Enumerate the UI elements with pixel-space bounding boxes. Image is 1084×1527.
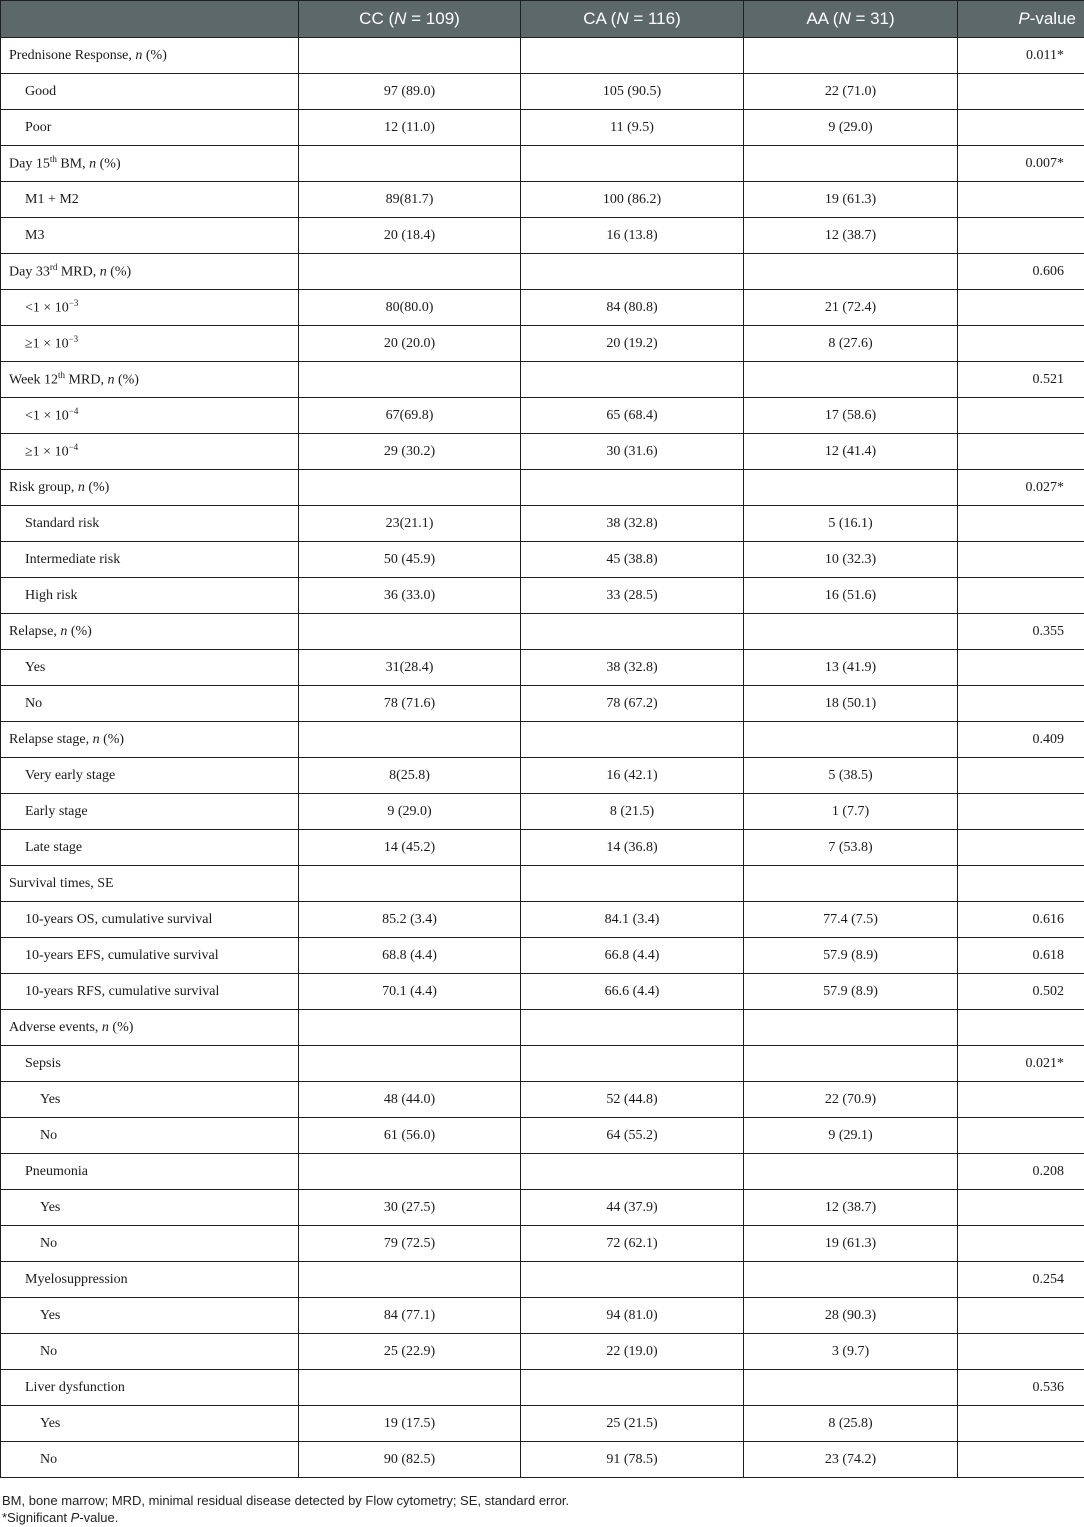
row-label: Early stage — [1, 794, 299, 830]
row-label: Liver dysfunction — [1, 1370, 299, 1406]
table-row — [1, 362, 1084, 398]
cell-cc — [299, 722, 521, 758]
row-label: M3 — [1, 218, 299, 254]
cell-cc: 30 (27.5) — [299, 1190, 521, 1226]
cell-ca: 66.6 (4.4) — [521, 974, 744, 1010]
table-row — [1, 1370, 1084, 1406]
cell-aa — [744, 1154, 958, 1190]
cell-p-value — [958, 794, 1084, 830]
cell-p-value: 0.021* — [958, 1046, 1084, 1082]
cell-p-value — [958, 110, 1084, 146]
cell-aa: 19 (61.3) — [744, 1226, 958, 1262]
table-row — [1, 938, 1084, 974]
cell-cc — [299, 254, 521, 290]
cell-ca: 64 (55.2) — [521, 1118, 744, 1154]
cell-aa: 8 (27.6) — [744, 326, 958, 362]
cell-aa — [744, 1046, 958, 1082]
cell-cc — [299, 1154, 521, 1190]
table-row — [1, 470, 1084, 506]
cell-ca: 30 (31.6) — [521, 434, 744, 470]
table-row — [1, 1442, 1084, 1478]
table-row — [1, 1190, 1084, 1226]
table-row — [1, 722, 1084, 758]
row-label: Very early stage — [1, 758, 299, 794]
table-row — [1, 182, 1084, 218]
cell-p-value: 0.254 — [958, 1262, 1084, 1298]
cell-cc: 80(80.0) — [299, 290, 521, 326]
cell-cc: 29 (30.2) — [299, 434, 521, 470]
row-label: $\ge 1 \times 10^{-4}$ — [1, 434, 299, 470]
cell-ca: 105 (90.5) — [521, 74, 744, 110]
row-label: Prednisone Response, n (%) — [1, 38, 299, 74]
row-label: High risk — [1, 578, 299, 614]
row-label: No — [1, 1442, 299, 1478]
row-label: No — [1, 686, 299, 722]
row-label: Day 15th BM, n (%) — [1, 146, 299, 182]
cell-p-value — [958, 182, 1084, 218]
footnote-abbreviations: BM, bone marrow; MRD, minimal residual disease detected by Flow cytometry; SE, standard error. — [2, 1493, 570, 1508]
cell-p-value: 0.606 — [958, 254, 1084, 290]
row-label: Yes — [1, 1082, 299, 1118]
row-label: Relapse stage, n (%) — [1, 722, 299, 758]
cell-aa: 9 (29.1) — [744, 1118, 958, 1154]
cell-cc — [299, 38, 521, 74]
cell-ca — [521, 1046, 744, 1082]
cell-p-value — [958, 506, 1084, 542]
table-row — [1, 1118, 1084, 1154]
cell-p-value — [958, 434, 1084, 470]
cell-aa: 23 (74.2) — [744, 1442, 958, 1478]
cell-ca — [521, 722, 744, 758]
cell-cc — [299, 1370, 521, 1406]
cell-cc — [299, 1262, 521, 1298]
cell-p-value — [958, 1010, 1084, 1046]
cell-p-value — [958, 1082, 1084, 1118]
cell-aa: 1 (7.7) — [744, 794, 958, 830]
cell-aa: 10 (32.3) — [744, 542, 958, 578]
cell-ca: 25 (21.5) — [521, 1406, 744, 1442]
cell-aa: 12 (38.7) — [744, 1190, 958, 1226]
table-row — [1, 578, 1084, 614]
row-label: Poor — [1, 110, 299, 146]
table-row — [1, 974, 1084, 1010]
table-row — [1, 110, 1084, 146]
table-row — [1, 146, 1084, 182]
cell-ca: 91 (78.5) — [521, 1442, 744, 1478]
table-row — [1, 830, 1084, 866]
cell-ca: 65 (68.4) — [521, 398, 744, 434]
cell-aa: 9 (29.0) — [744, 110, 958, 146]
cell-p-value — [958, 866, 1084, 902]
table-row — [1, 866, 1084, 902]
cell-ca: 66.8 (4.4) — [521, 938, 744, 974]
cell-ca: 38 (32.8) — [521, 650, 744, 686]
cell-aa — [744, 146, 958, 182]
row-label: $<1 \times 10^{-4}$ — [1, 398, 299, 434]
row-label: 10-years EFS, cumulative survival — [1, 938, 299, 974]
cell-ca — [521, 1010, 744, 1046]
cell-p-value — [958, 650, 1084, 686]
row-label: $\ge 1 \times 10^{-3}$ — [1, 326, 299, 362]
table-row — [1, 1154, 1084, 1190]
cell-ca — [521, 254, 744, 290]
table-row — [1, 74, 1084, 110]
footnote-significance: *Significant P-value. — [2, 1510, 119, 1525]
cell-cc: 48 (44.0) — [299, 1082, 521, 1118]
cell-aa: 5 (16.1) — [744, 506, 958, 542]
cell-aa: 7 (53.8) — [744, 830, 958, 866]
cell-aa — [744, 866, 958, 902]
cell-aa: 18 (50.1) — [744, 686, 958, 722]
header-variable — [1, 1, 299, 38]
cell-ca: 78 (67.2) — [521, 686, 744, 722]
cell-cc — [299, 1010, 521, 1046]
row-label: 10-years RFS, cumulative survival — [1, 974, 299, 1010]
cell-aa — [744, 1370, 958, 1406]
cell-ca: 14 (36.8) — [521, 830, 744, 866]
cell-cc: 70.1 (4.4) — [299, 974, 521, 1010]
cell-ca — [521, 1154, 744, 1190]
table-row — [1, 650, 1084, 686]
row-label: Week 12th MRD, n (%) — [1, 362, 299, 398]
cell-cc: 79 (72.5) — [299, 1226, 521, 1262]
cell-aa — [744, 254, 958, 290]
cell-aa — [744, 362, 958, 398]
cell-cc — [299, 470, 521, 506]
cell-ca: 84.1 (3.4) — [521, 902, 744, 938]
cell-cc: 36 (33.0) — [299, 578, 521, 614]
cell-p-value: 0.011* — [958, 38, 1084, 74]
cell-aa: 28 (90.3) — [744, 1298, 958, 1334]
cell-p-value — [958, 758, 1084, 794]
cell-p-value — [958, 542, 1084, 578]
cell-aa: 77.4 (7.5) — [744, 902, 958, 938]
cell-aa — [744, 38, 958, 74]
cell-ca: 16 (13.8) — [521, 218, 744, 254]
cell-p-value: 0.616 — [958, 902, 1084, 938]
cell-aa: 22 (71.0) — [744, 74, 958, 110]
header-cc: CC (N = 109) — [299, 1, 521, 38]
cell-cc: 20 (20.0) — [299, 326, 521, 362]
table-row — [1, 686, 1084, 722]
cell-ca — [521, 866, 744, 902]
cell-p-value — [958, 578, 1084, 614]
table-row — [1, 290, 1084, 326]
cell-cc: 84 (77.1) — [299, 1298, 521, 1334]
row-label: Survival times, SE — [1, 866, 299, 902]
cell-cc: 23(21.1) — [299, 506, 521, 542]
table-row — [1, 1262, 1084, 1298]
cell-ca — [521, 614, 744, 650]
cell-p-value — [958, 1190, 1084, 1226]
cell-ca: 52 (44.8) — [521, 1082, 744, 1118]
cell-aa: 12 (41.4) — [744, 434, 958, 470]
table-row — [1, 1334, 1084, 1370]
cell-p-value — [958, 74, 1084, 110]
cell-cc: 78 (71.6) — [299, 686, 521, 722]
cell-aa — [744, 1262, 958, 1298]
cell-cc: 67(69.8) — [299, 398, 521, 434]
header-p-value: P-value — [958, 1, 1084, 38]
row-label: Pneumonia — [1, 1154, 299, 1190]
cell-aa: 57.9 (8.9) — [744, 974, 958, 1010]
cell-cc — [299, 362, 521, 398]
cell-p-value — [958, 1226, 1084, 1262]
row-label: No — [1, 1334, 299, 1370]
table-row — [1, 902, 1084, 938]
cell-ca: 94 (81.0) — [521, 1298, 744, 1334]
header-aa: AA (N = 31) — [744, 1, 958, 38]
row-label: Yes — [1, 1406, 299, 1442]
cell-cc: 85.2 (3.4) — [299, 902, 521, 938]
cell-p-value: 0.502 — [958, 974, 1084, 1010]
cell-p-value: 0.521 — [958, 362, 1084, 398]
header-row — [1, 1, 1084, 38]
cell-cc: 50 (45.9) — [299, 542, 521, 578]
cell-p-value — [958, 1334, 1084, 1370]
cell-cc: 68.8 (4.4) — [299, 938, 521, 974]
cell-aa: 5 (38.5) — [744, 758, 958, 794]
table-row — [1, 38, 1084, 74]
row-label: Yes — [1, 650, 299, 686]
cell-ca: 8 (21.5) — [521, 794, 744, 830]
table-row — [1, 758, 1084, 794]
cell-cc: 9 (29.0) — [299, 794, 521, 830]
row-label: Adverse events, n (%) — [1, 1010, 299, 1046]
cell-aa: 13 (41.9) — [744, 650, 958, 686]
cell-cc: 12 (11.0) — [299, 110, 521, 146]
cell-ca: 16 (42.1) — [521, 758, 744, 794]
cell-aa: 8 (25.8) — [744, 1406, 958, 1442]
cell-cc — [299, 866, 521, 902]
header-ca: CA (N = 116) — [521, 1, 744, 38]
cell-aa: 17 (58.6) — [744, 398, 958, 434]
cell-p-value — [958, 686, 1084, 722]
cell-aa: 16 (51.6) — [744, 578, 958, 614]
cell-cc — [299, 1046, 521, 1082]
cell-ca — [521, 1370, 744, 1406]
row-label: No — [1, 1226, 299, 1262]
row-label: Relapse, n (%) — [1, 614, 299, 650]
cell-aa: 3 (9.7) — [744, 1334, 958, 1370]
table-row — [1, 1226, 1084, 1262]
cell-ca: 33 (28.5) — [521, 578, 744, 614]
table-row — [1, 1046, 1084, 1082]
cell-p-value — [958, 1442, 1084, 1478]
table-row — [1, 1298, 1084, 1334]
cell-p-value — [958, 290, 1084, 326]
cell-aa: 19 (61.3) — [744, 182, 958, 218]
cell-ca: 72 (62.1) — [521, 1226, 744, 1262]
cell-cc: 14 (45.2) — [299, 830, 521, 866]
table-row — [1, 218, 1084, 254]
cell-p-value — [958, 1118, 1084, 1154]
cell-p-value: 0.027* — [958, 470, 1084, 506]
table-row — [1, 1406, 1084, 1442]
cell-ca: 20 (19.2) — [521, 326, 744, 362]
cell-cc — [299, 614, 521, 650]
cell-ca — [521, 146, 744, 182]
cell-cc: 61 (56.0) — [299, 1118, 521, 1154]
cell-ca: 44 (37.9) — [521, 1190, 744, 1226]
cell-aa — [744, 1010, 958, 1046]
row-label: $<1 \times 10^{-3}$ — [1, 290, 299, 326]
cell-ca: 100 (86.2) — [521, 182, 744, 218]
cell-cc: 19 (17.5) — [299, 1406, 521, 1442]
cell-aa: 22 (70.9) — [744, 1082, 958, 1118]
cell-p-value — [958, 1298, 1084, 1334]
cell-ca — [521, 1262, 744, 1298]
table-row — [1, 542, 1084, 578]
cell-p-value — [958, 398, 1084, 434]
cell-ca: 84 (80.8) — [521, 290, 744, 326]
table-row — [1, 1082, 1084, 1118]
cell-cc: 20 (18.4) — [299, 218, 521, 254]
row-label: M1 + M2 — [1, 182, 299, 218]
cell-p-value — [958, 1406, 1084, 1442]
cell-aa — [744, 722, 958, 758]
cell-cc — [299, 146, 521, 182]
row-label: Yes — [1, 1190, 299, 1226]
row-label: Yes — [1, 1298, 299, 1334]
row-label: No — [1, 1118, 299, 1154]
cell-ca — [521, 38, 744, 74]
table-row — [1, 254, 1084, 290]
table-row — [1, 614, 1084, 650]
row-label: Intermediate risk — [1, 542, 299, 578]
table-row — [1, 398, 1084, 434]
table-row — [1, 794, 1084, 830]
cell-ca: 45 (38.8) — [521, 542, 744, 578]
cell-ca — [521, 362, 744, 398]
cell-p-value: 0.536 — [958, 1370, 1084, 1406]
cell-p-value — [958, 218, 1084, 254]
cell-cc: 8(25.8) — [299, 758, 521, 794]
cell-p-value — [958, 326, 1084, 362]
cell-ca: 38 (32.8) — [521, 506, 744, 542]
cell-cc: 31(28.4) — [299, 650, 521, 686]
cell-p-value: 0.355 — [958, 614, 1084, 650]
table-row — [1, 434, 1084, 470]
cell-p-value: 0.007* — [958, 146, 1084, 182]
cell-ca — [521, 470, 744, 506]
cell-p-value: 0.618 — [958, 938, 1084, 974]
cell-cc: 97 (89.0) — [299, 74, 521, 110]
row-label: 10-years OS, cumulative survival — [1, 902, 299, 938]
cell-aa: 12 (38.7) — [744, 218, 958, 254]
row-label: Risk group, n (%) — [1, 470, 299, 506]
table-row — [1, 326, 1084, 362]
cell-ca: 22 (19.0) — [521, 1334, 744, 1370]
table-row — [1, 1010, 1084, 1046]
cell-aa: 57.9 (8.9) — [744, 938, 958, 974]
row-label: Good — [1, 74, 299, 110]
cell-aa — [744, 614, 958, 650]
row-label: Myelosuppression — [1, 1262, 299, 1298]
cell-cc: 90 (82.5) — [299, 1442, 521, 1478]
cell-cc: 25 (22.9) — [299, 1334, 521, 1370]
cell-p-value — [958, 830, 1084, 866]
table-row — [1, 506, 1084, 542]
row-label: Day 33rd MRD, n (%) — [1, 254, 299, 290]
cell-p-value: 0.208 — [958, 1154, 1084, 1190]
row-label: Late stage — [1, 830, 299, 866]
cell-cc: 89(81.7) — [299, 182, 521, 218]
cell-aa — [744, 470, 958, 506]
row-label: Standard risk — [1, 506, 299, 542]
cell-p-value: 0.409 — [958, 722, 1084, 758]
cell-aa: 21 (72.4) — [744, 290, 958, 326]
row-label: Sepsis — [1, 1046, 299, 1082]
cell-ca: 11 (9.5) — [521, 110, 744, 146]
